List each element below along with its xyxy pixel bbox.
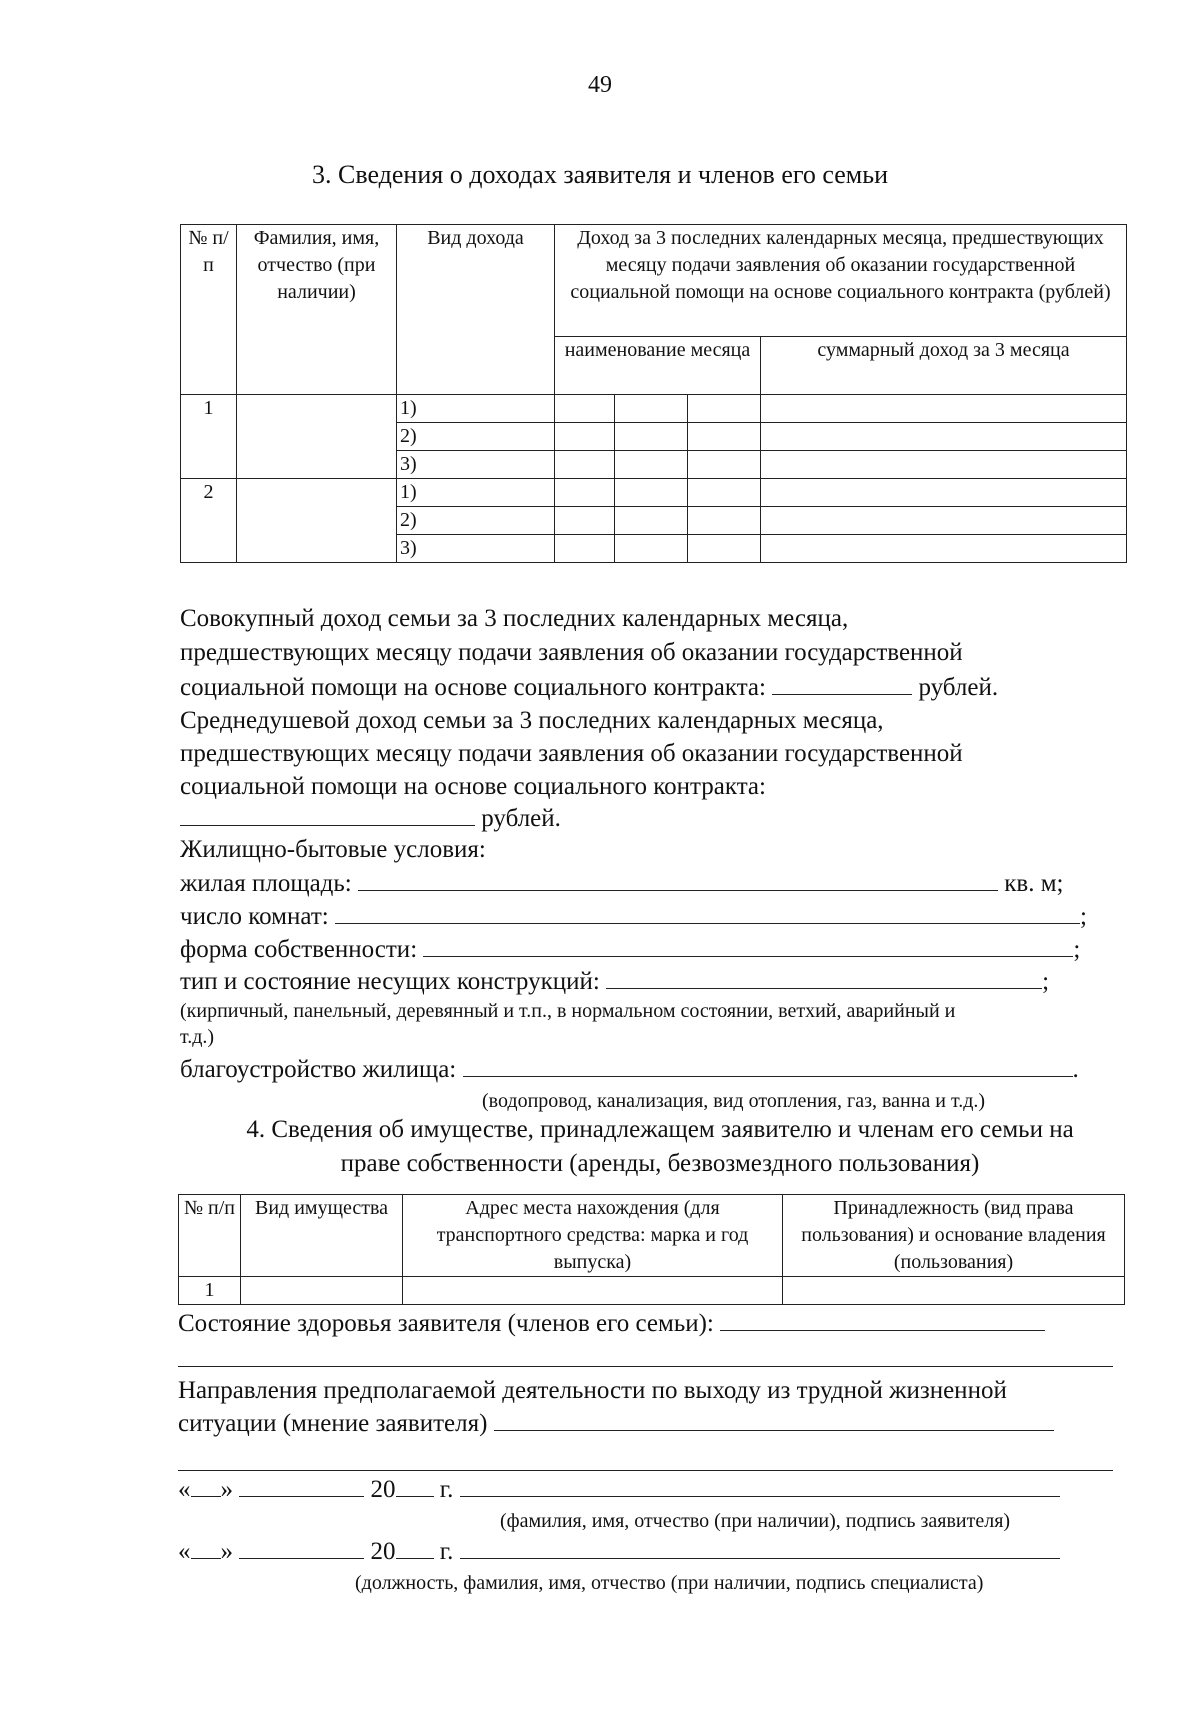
month-field[interactable] <box>239 1536 364 1559</box>
row-number: 2 <box>181 479 237 563</box>
total-cell[interactable] <box>761 535 1127 563</box>
health-field-line-2[interactable] <box>178 1366 1113 1367</box>
amenities-label: благоустройство жилища: <box>180 1056 457 1083</box>
health-field[interactable] <box>720 1308 1045 1331</box>
income-type-item: 1) <box>397 395 555 423</box>
month-cell[interactable] <box>688 423 761 451</box>
month-cell[interactable] <box>688 395 761 423</box>
month-cell[interactable] <box>555 423 615 451</box>
applicant-signature-field[interactable] <box>460 1474 1060 1497</box>
year-suffix: г. <box>439 1476 454 1503</box>
avg-income-line-3: социальной помощи на основе социального контракта: <box>180 773 766 800</box>
row-number: 1 <box>181 395 237 479</box>
structure-hint-1: (кирпичный, панельный, деревянный и т.п., в нормальном состоянии, ветхий, аварийный и <box>180 1000 956 1022</box>
month-cell[interactable] <box>688 507 761 535</box>
health-label: Состояние здоровья заявителя (членов его семьи): <box>178 1310 714 1337</box>
total-income-line-2: предшествующих месяцу подачи заявления об оказании государственной <box>180 639 963 666</box>
month-cell[interactable] <box>555 535 615 563</box>
section3-title: 3. Сведения о доходах заявителя и членов его семьи <box>312 160 888 189</box>
income-type-item: 2) <box>397 507 555 535</box>
month-cell[interactable] <box>615 395 688 423</box>
month-cell[interactable] <box>615 451 688 479</box>
month-cell[interactable] <box>555 451 615 479</box>
year-field[interactable] <box>396 1536 434 1559</box>
property-table <box>178 1194 1125 1305</box>
ownership-semicolon: ; <box>1073 936 1081 963</box>
year-suffix: г. <box>439 1538 454 1565</box>
total-income-label: социальной помощи на основе социального контракта: <box>180 674 766 701</box>
total-cell[interactable] <box>761 479 1127 507</box>
table-row <box>179 1277 1125 1305</box>
income-table <box>180 224 1127 563</box>
month-cell[interactable] <box>555 507 615 535</box>
total-income-unit: рублей. <box>918 674 999 701</box>
rooms-label: число комнат: <box>180 903 329 930</box>
amenities-period: . <box>1072 1056 1079 1083</box>
month-cell[interactable] <box>688 535 761 563</box>
year-prefix: 20 <box>370 1476 396 1503</box>
avg-income-line-1: Среднедушевой доход семьи за 3 последних календарных месяца, <box>180 707 884 734</box>
specialist-signature-field[interactable] <box>460 1536 1060 1559</box>
page-number: 49 <box>588 72 612 98</box>
month-cell[interactable] <box>555 479 615 507</box>
directions-label: ситуации (мнение заявителя) <box>178 1410 488 1437</box>
section4-title-line-1: 4. Сведения об имуществе, принадлежащем заявителю и членам его семьи на <box>246 1116 1074 1143</box>
ownership-field[interactable] <box>423 934 1073 957</box>
month-cell[interactable] <box>615 535 688 563</box>
total-cell[interactable] <box>761 507 1127 535</box>
structure-semicolon: ; <box>1042 968 1050 995</box>
living-area-label: жилая площадь: <box>180 870 352 897</box>
living-area-unit: кв. м; <box>1004 870 1064 897</box>
col-header-num: № п/п <box>179 1195 241 1277</box>
housing-heading: Жилищно-бытовые условия: <box>180 836 486 863</box>
day-field[interactable] <box>191 1474 221 1497</box>
avg-income-field[interactable] <box>180 803 475 826</box>
col-header-name: Фамилия, имя, отчество (при наличии) <box>237 225 397 395</box>
ownership-cell[interactable] <box>783 1277 1125 1305</box>
name-cell[interactable] <box>237 395 397 479</box>
total-cell[interactable] <box>761 423 1127 451</box>
structure-field[interactable] <box>606 966 1042 989</box>
living-area-field[interactable] <box>358 868 998 891</box>
col-header-address: Адрес места нахождения (для транспортного средства: марка и год выпуска) <box>403 1195 783 1277</box>
income-type-item: 3) <box>397 535 555 563</box>
amenities-hint: (водопровод, канализация, вид отопления, газ, ванна и т.д.) <box>482 1090 986 1112</box>
col-header-income-type: Вид дохода <box>397 225 555 395</box>
income-type-item: 3) <box>397 451 555 479</box>
directions-field[interactable] <box>494 1408 1054 1431</box>
date-quote-open: « <box>178 1476 191 1503</box>
month-cell[interactable] <box>688 451 761 479</box>
date-quote-close: » <box>220 1476 233 1503</box>
col-header-month-name: наименование месяца <box>555 337 761 395</box>
col-header-ownership: Принадлежность (вид права пользования) и основание владения (пользования) <box>783 1195 1125 1277</box>
structure-hint-2: т.д.) <box>180 1026 215 1048</box>
col-header-num: № п/п <box>181 225 237 395</box>
month-cell[interactable] <box>615 423 688 451</box>
directions-line-1: Направления предполагаемой деятельности по выходу из трудной жизненной <box>178 1377 1007 1404</box>
year-field[interactable] <box>396 1474 434 1497</box>
avg-income-unit: рублей. <box>481 805 561 832</box>
property-type-cell[interactable] <box>241 1277 403 1305</box>
total-income-line-1: Совокупный доход семьи за 3 последних календарных месяца, <box>180 605 849 632</box>
month-cell[interactable] <box>615 479 688 507</box>
date-quote-close: » <box>220 1538 233 1565</box>
total-cell[interactable] <box>761 395 1127 423</box>
directions-field-line-2[interactable] <box>178 1470 1113 1471</box>
table-row <box>181 395 1127 423</box>
day-field[interactable] <box>191 1536 221 1559</box>
date-quote-open: « <box>178 1538 191 1565</box>
specialist-caption: (должность, фамилия, имя, отчество (при наличии, подпись специалиста) <box>355 1572 984 1594</box>
amenities-field[interactable] <box>463 1054 1073 1077</box>
col-header-property-type: Вид имущества <box>241 1195 403 1277</box>
month-cell[interactable] <box>688 479 761 507</box>
row-number: 1 <box>179 1277 241 1305</box>
table-row <box>181 479 1127 507</box>
income-type-item: 1) <box>397 479 555 507</box>
month-cell[interactable] <box>555 395 615 423</box>
month-field[interactable] <box>239 1474 364 1497</box>
year-prefix: 20 <box>370 1538 396 1565</box>
section4-title-line-2: праве собственности (аренды, безвозмездного пользования) <box>340 1150 980 1177</box>
address-cell[interactable] <box>403 1277 783 1305</box>
month-cell[interactable] <box>615 507 688 535</box>
structure-label: тип и состояние несущих конструкций: <box>180 968 600 995</box>
income-type-item: 2) <box>397 423 555 451</box>
ownership-label: форма собственности: <box>180 936 418 963</box>
col-header-total: суммарный доход за 3 месяца <box>761 337 1127 395</box>
rooms-field[interactable] <box>335 901 1080 924</box>
total-cell[interactable] <box>761 451 1127 479</box>
rooms-semicolon: ; <box>1079 903 1087 930</box>
avg-income-line-2: предшествующих месяцу подачи заявления об оказании государственной <box>180 740 963 767</box>
col-header-income: Доход за 3 последних календарных месяца, предшествующих месяцу подачи заявления об оказании государственной социальной помощи на основе социального контракта (рублей) <box>555 225 1127 337</box>
total-income-field[interactable] <box>772 672 912 695</box>
applicant-caption: (фамилия, имя, отчество (при наличии), подпись заявителя) <box>500 1510 1011 1532</box>
name-cell[interactable] <box>237 479 397 563</box>
